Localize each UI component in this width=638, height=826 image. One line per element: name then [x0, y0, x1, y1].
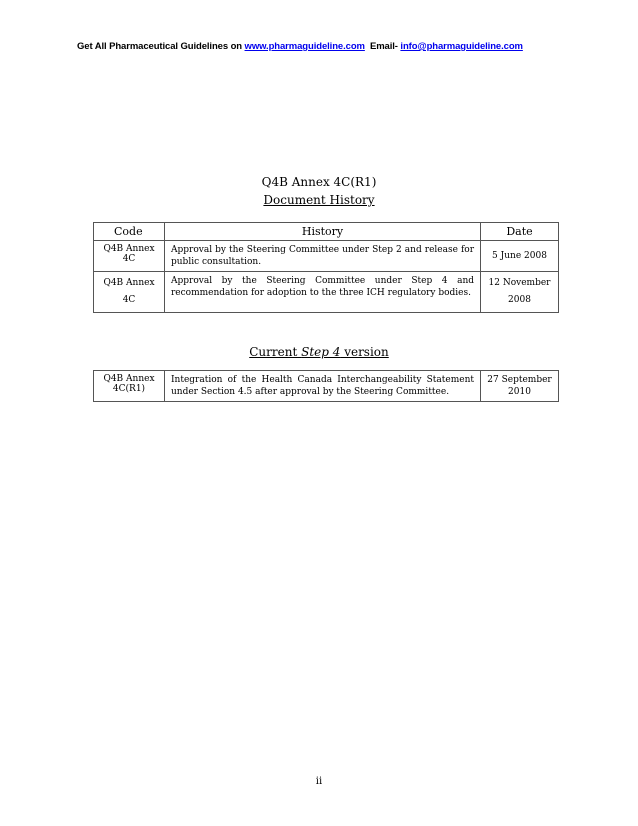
document-title: Q4B Annex 4C(R1) — [261, 175, 377, 189]
page-number: ii — [315, 776, 323, 787]
column-header-history: History — [165, 223, 481, 241]
code-cell: Q4B Annex 4C — [94, 241, 165, 272]
history-table — [93, 222, 559, 313]
table-header-row — [94, 223, 559, 241]
table-row — [94, 241, 559, 272]
document-subtitle: Document History — [263, 193, 375, 207]
code-cell: Q4B Annex 4C(R1) — [94, 371, 165, 402]
page-header — [77, 41, 523, 52]
header-email-prefix: Email- — [364, 41, 401, 52]
history-cell: Approval by the Steering Committee under Step 2 and release for public consultation. — [165, 241, 481, 272]
code-cell: Q4B Annex 4C — [94, 272, 165, 313]
current-version-table — [93, 370, 559, 402]
history-cell: Approval by the Steering Committee under Step 4 and recommendation for adoption to the three ICH regulatory bodies. — [165, 272, 481, 313]
current-title-step: Step 4 — [301, 345, 341, 359]
current-version-title — [0, 345, 638, 359]
table-row — [94, 371, 559, 402]
date-cell: 27 September 2010 — [481, 371, 559, 402]
column-header-code: Code — [94, 223, 165, 241]
current-title-suffix: version — [340, 345, 389, 359]
history-cell: Integration of the Health Canada Interchangeability Statement under Section 4.5 after approval by the Steering Committee. — [165, 371, 481, 402]
table-row — [94, 272, 559, 313]
email-link[interactable]: info@pharmaguideline.com — [400, 41, 523, 52]
current-title-prefix: Current — [249, 345, 302, 359]
date-cell: 5 June 2008 — [481, 241, 559, 272]
header-prefix: Get All Pharmaceutical Guidelines on — [77, 41, 245, 52]
column-header-date: Date — [481, 223, 559, 241]
site-link[interactable]: www.pharmaguideline.com — [244, 41, 365, 52]
date-cell: 12 November 2008 — [481, 272, 559, 313]
